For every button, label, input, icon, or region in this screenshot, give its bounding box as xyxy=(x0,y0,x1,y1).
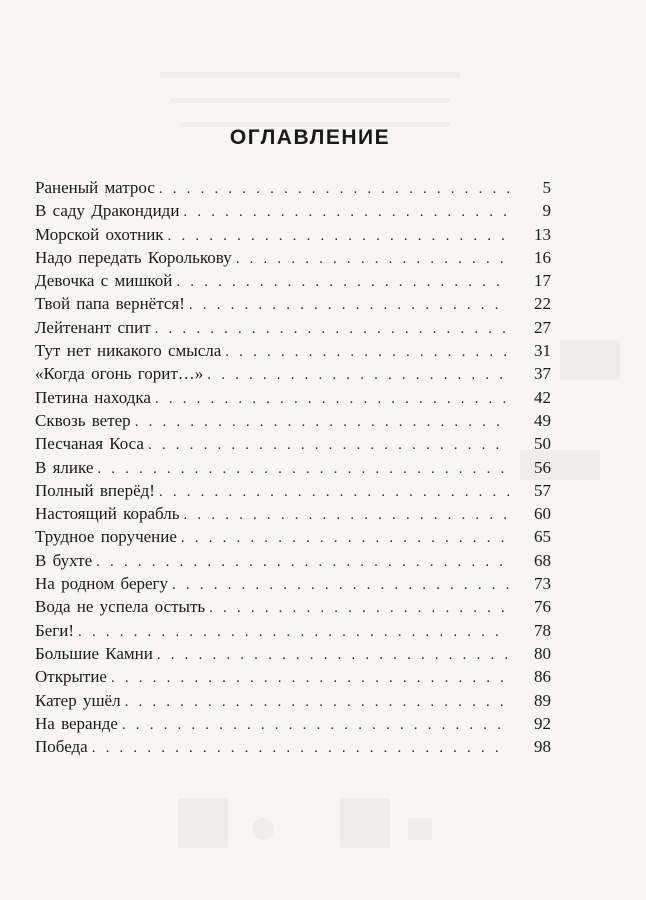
toc-entry xyxy=(35,595,551,618)
toc-entry-page: 76 xyxy=(534,597,551,617)
toc-entry xyxy=(35,176,551,199)
toc-entry-page: 16 xyxy=(534,247,551,267)
toc-leader-dots xyxy=(184,504,509,527)
toc-entry-title: Сквозь ветер xyxy=(35,410,131,430)
toc-entry-title: Открытие xyxy=(35,667,107,687)
toc-entry xyxy=(35,362,551,385)
toc-leader-dots xyxy=(168,225,509,248)
toc-entry xyxy=(35,199,551,222)
show-through-line xyxy=(170,98,450,103)
toc-entry xyxy=(35,386,551,409)
toc-leader-dots xyxy=(159,481,509,504)
toc-entry-page: 42 xyxy=(534,387,551,407)
toc-entry xyxy=(35,292,551,315)
toc-entry-title: В бухте xyxy=(35,550,93,570)
toc-entry-page: 57 xyxy=(534,480,551,500)
show-through-block xyxy=(408,818,432,840)
toc-leader-dots xyxy=(96,551,509,574)
toc-leader-dots xyxy=(111,667,509,690)
toc-entry-title: В саду Дракондиди xyxy=(35,201,180,221)
toc-entry-page: 50 xyxy=(534,434,551,454)
show-through-qr xyxy=(178,798,228,848)
toc-leader-dots xyxy=(225,341,509,364)
toc-leader-dots xyxy=(78,621,509,644)
toc-entry-page: 78 xyxy=(534,620,551,640)
toc-leader-dots xyxy=(122,714,509,737)
toc-entry xyxy=(35,432,551,455)
toc-entry-title: Тут нет никакого смысла xyxy=(35,341,222,361)
toc-entry-page: 56 xyxy=(534,457,551,477)
toc-entry-title: Катер ушёл xyxy=(35,690,121,710)
toc-entry-page: 9 xyxy=(542,201,551,221)
toc-entry-page: 27 xyxy=(534,317,551,337)
toc-entry-title: В ялике xyxy=(35,457,94,477)
toc-entry-title: Полный вперёд! xyxy=(35,480,155,500)
toc-entry-title: Вода не успела остыть xyxy=(35,597,206,617)
toc-entry xyxy=(35,642,551,665)
show-through-line xyxy=(160,72,460,78)
toc-leader-dots xyxy=(183,201,509,224)
toc-entry-page: 13 xyxy=(534,224,551,244)
toc-entry-title: Настоящий корабль xyxy=(35,504,180,524)
show-through-block xyxy=(560,340,620,380)
toc-leader-dots xyxy=(207,364,509,387)
toc-entry xyxy=(35,735,551,758)
toc-leader-dots xyxy=(189,294,509,317)
toc-entry xyxy=(35,619,551,642)
toc-leader-dots xyxy=(157,644,509,667)
toc-entry xyxy=(35,223,551,246)
toc-entry-page: 73 xyxy=(534,574,551,594)
toc-entry-title: Лейтенант спит xyxy=(35,317,151,337)
toc-entry xyxy=(35,665,551,688)
toc-leader-dots xyxy=(155,388,509,411)
toc-entry-title: Беги! xyxy=(35,620,75,640)
toc-leader-dots xyxy=(97,458,509,481)
toc-entry-title: Раненый матрос xyxy=(35,178,155,197)
toc-entry-title: Твой папа вернётся! xyxy=(35,294,185,314)
toc-entry xyxy=(35,502,551,525)
toc-entry-page: 60 xyxy=(534,504,551,524)
toc-entry-page: 22 xyxy=(534,294,551,314)
toc-entry-page: 65 xyxy=(534,527,551,547)
toc-entry-page: 31 xyxy=(534,341,551,361)
toc-entry xyxy=(35,246,551,269)
toc-entry-page: 68 xyxy=(534,550,551,570)
show-through-qr xyxy=(340,798,390,848)
toc-entry-page: 98 xyxy=(534,737,551,757)
toc-leader-dots xyxy=(125,691,509,714)
toc-leader-dots xyxy=(209,597,509,620)
toc-entry xyxy=(35,339,551,362)
toc-entry-title: На родном берегу xyxy=(35,574,169,594)
toc-entry-title: Победа xyxy=(35,737,88,757)
toc-entry xyxy=(35,572,551,595)
table-of-contents xyxy=(35,176,551,758)
toc-entry xyxy=(35,712,551,735)
toc-leader-dots xyxy=(135,411,509,434)
toc-leader-dots xyxy=(92,737,509,760)
toc-entry xyxy=(35,456,551,479)
toc-entry-page: 49 xyxy=(534,410,551,430)
toc-entry-page: 37 xyxy=(534,364,551,384)
toc-entry-page: 17 xyxy=(534,271,551,291)
toc-entry-page: 86 xyxy=(534,667,551,687)
toc-entry xyxy=(35,549,551,572)
toc-entry-page: 89 xyxy=(534,690,551,710)
toc-entry xyxy=(35,269,551,292)
toc-entry xyxy=(35,689,551,712)
toc-entry xyxy=(35,479,551,502)
toc-entry-title: Трудное поручение xyxy=(35,527,177,547)
toc-entry-title: Девочка с мишкой xyxy=(35,271,173,291)
page-title: ОГЛАВЛЕНИЕ xyxy=(229,126,391,149)
toc-entry-page: 5 xyxy=(542,178,551,197)
toc-entry-title: Петина находка xyxy=(35,387,151,407)
toc-leader-dots xyxy=(176,271,509,294)
toc-entry-page: 92 xyxy=(534,713,551,733)
toc-leader-dots xyxy=(159,178,509,201)
toc-leader-dots xyxy=(172,574,509,597)
toc-leader-dots xyxy=(155,318,509,341)
toc-entry-title: Большие Камни xyxy=(35,643,153,663)
toc-leader-dots xyxy=(236,248,509,271)
toc-entry xyxy=(35,409,551,432)
toc-entry-title: «Когда огонь горит…» xyxy=(35,364,204,384)
toc-leader-dots xyxy=(148,434,509,457)
show-through-circle xyxy=(252,818,274,840)
toc-entry-title: Морской охотник xyxy=(35,224,164,244)
toc-entry xyxy=(35,316,551,339)
toc-entry-title: Надо передать Королькову xyxy=(35,247,232,267)
toc-entry xyxy=(35,525,551,548)
toc-entry-title: Песчаная Коса xyxy=(35,434,144,454)
toc-entry-page: 80 xyxy=(534,643,551,663)
toc-leader-dots xyxy=(181,527,509,550)
toc-entry-title: На веранде xyxy=(35,713,118,733)
